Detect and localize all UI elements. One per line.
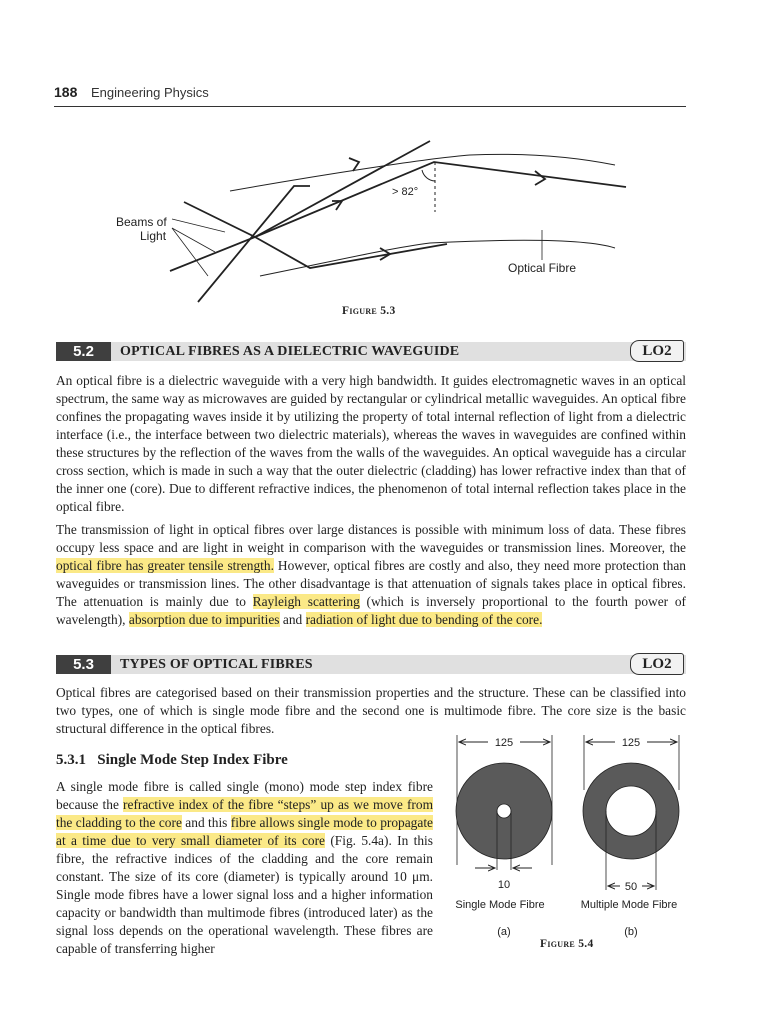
section-number: 5.2 bbox=[56, 342, 111, 361]
section-title: TYPES OF OPTICAL FIBRES bbox=[120, 657, 313, 672]
learning-objective-tag: LO2 bbox=[630, 653, 684, 675]
multiple-mode-fibre-label: Multiple Mode Fibre bbox=[580, 899, 678, 911]
outer-diameter-label-a: 125 bbox=[494, 737, 514, 749]
page-number: 188 bbox=[54, 84, 78, 100]
beams-label-line1: Beams of bbox=[116, 215, 167, 229]
beams-leader bbox=[172, 219, 225, 232]
light-ray-steep bbox=[198, 186, 310, 302]
learning-objective-tag: LO2 bbox=[630, 340, 684, 362]
section-5-2-paragraph-2: The transmission of light in optical fibres over large distances is possible with minimum loss of data. These fibres occupy less space and are light in weight in comparison with the waveguides or transmission lines. Moreover, the optical fibre has greater tensile strength. However, optical fibres are costly and also, they need more protection than waveguides or transmission lines. The other disadvantage is that attenuation of signals takes place in optical fibres. The attenuation is mainly due to Rayleigh scattering (which is inversely proportional to the fourth power of wavelength), absorption due to impurities and radiation of light due to bending of the core. bbox=[56, 522, 686, 627]
single-mode-fibre-label: Single Mode Fibre bbox=[455, 899, 545, 911]
sub-label-a: (a) bbox=[497, 926, 511, 938]
section-5-2-paragraph-1: An optical fibre is a dielectric waveguide with a very high bandwidth. It guides electromagnetic waves in an optical spectrum, the same way as microwaves are guided by rectangular or cylindrical metallic waveguides. An optical fibre confines the propagating waves inside it by utilizing the property of total internal reflection of light from a dielectric interface (i.e., the interface between two dielectric materials), whereas the waves in waveguides are confined within these structures by the reflection of the waves from the walls of the waveguides. An optical waveguide has a circular cross section, which is made in such a way that the outer dielectric (cladding) has lower refractive index than that of the inner one (core). Due to different refractive indices, the phenomenon of total internal reflection takes place in the optical fibre. bbox=[56, 373, 686, 514]
figure-5-4-caption: Figure 5.4 bbox=[540, 938, 594, 950]
highlight: radiation of light due to bending of the core. bbox=[305, 612, 543, 627]
figure-5-3-caption: Figure 5.3 bbox=[342, 305, 396, 317]
beams-label-line2: Light bbox=[140, 229, 167, 243]
section-title: OPTICAL FIBRES AS A DIELECTRIC WAVEGUIDE bbox=[120, 344, 460, 359]
highlight: fibre allows single mode to propagate at a time due to very small diameter of its core bbox=[56, 815, 433, 848]
section-5-2-header bbox=[56, 342, 686, 361]
figure-5-4-diagram bbox=[445, 728, 690, 950]
highlight: refractive index of the fibre “steps” up as we move from the cladding to the core bbox=[56, 797, 433, 830]
section-number: 5.3 bbox=[56, 655, 111, 674]
angle-arc bbox=[422, 170, 435, 181]
core-diameter-label-a: 10 bbox=[497, 879, 511, 891]
optical-fibre-label: Optical Fibre bbox=[508, 261, 577, 275]
multimode-core bbox=[606, 786, 656, 836]
light-ray-main bbox=[170, 162, 626, 271]
highlight: absorption due to impurities bbox=[128, 612, 280, 627]
beams-leader bbox=[172, 228, 215, 252]
arrowhead bbox=[349, 158, 359, 171]
section-5-3-header bbox=[56, 655, 686, 674]
core-diameter-label-b: 50 bbox=[624, 881, 638, 893]
arrowhead bbox=[535, 171, 545, 185]
subsection-5-3-1-heading bbox=[56, 752, 288, 769]
sub-label-b: (b) bbox=[624, 926, 638, 938]
running-header bbox=[54, 84, 686, 107]
single-mode-core bbox=[497, 804, 511, 818]
highlight: optical fibre has greater tensile strength. bbox=[56, 558, 274, 573]
outer-diameter-label-b: 125 bbox=[621, 737, 641, 749]
angle-label: > 82° bbox=[392, 186, 419, 198]
subsection-5-3-1-paragraph: A single mode fibre is called single (mono) mode step index fibre because the refractive index of the fibre “steps” up as we move from the cladding to the core and this fibre allows single mode to propagate at a time due to very small diameter of its core (Fig. 5.4a). In this fibre, the refractive indices of the cladding and the core remain constant. The size of its core (diameter) is typically around 10 μm. Single mode fibres have a lower signal loss and a higher information capacity or bandwidth than multimode fibres (introduced later) as the signal loss depends on the operational wavelength. These fibres are capable of transferring higher bbox=[56, 779, 433, 956]
figure-5-3-diagram bbox=[110, 140, 640, 310]
subsection-number: 5.3.1 bbox=[56, 752, 86, 768]
subsection-title: Single Mode Step Index Fibre bbox=[97, 752, 288, 768]
section-5-3-paragraph: Optical fibres are categorised based on their transmission properties and the structure. These can be classified into two types, one of which is single mode fibre and the second one is multimode fibre. The core size is the basic structural difference in the optical fibres. bbox=[56, 685, 686, 736]
highlight: Rayleigh scattering bbox=[252, 594, 360, 609]
book-title: Engineering Physics bbox=[91, 85, 209, 100]
